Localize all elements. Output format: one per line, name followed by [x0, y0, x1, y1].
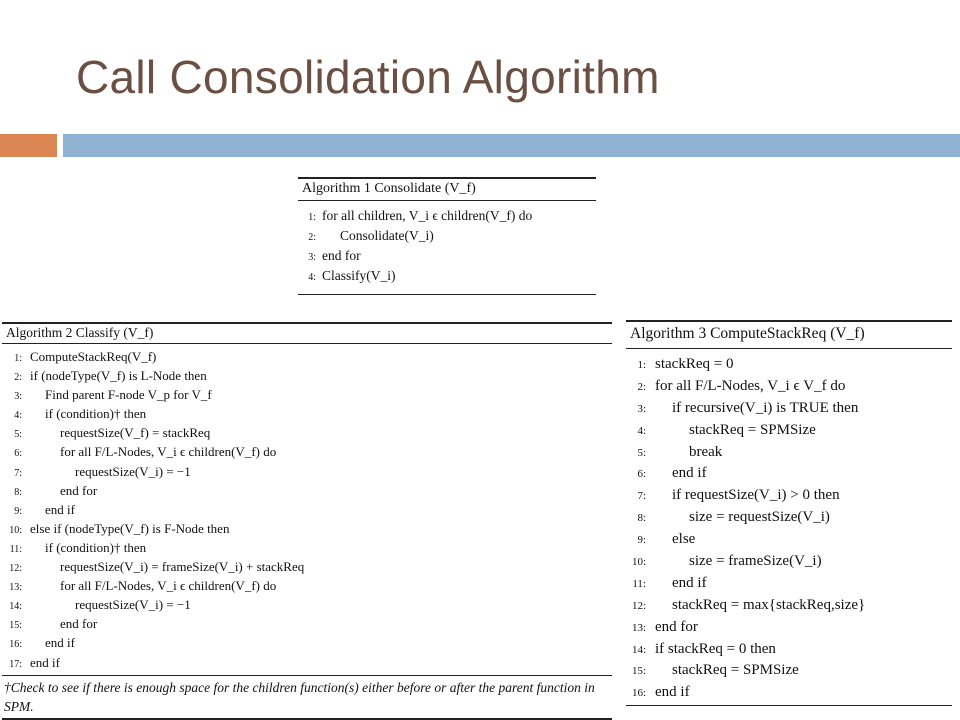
line-number: 2:	[308, 232, 316, 243]
line-text: Classify(V_i)	[322, 268, 396, 283]
algorithm-line	[2, 442, 612, 461]
line-number: 14:	[631, 643, 646, 656]
line-text: end if	[672, 465, 707, 482]
line-text: size = requestSize(V_i)	[689, 509, 830, 526]
algorithm-line	[2, 538, 612, 557]
line-number: 11:	[9, 543, 22, 555]
algorithm-3-caption: Algorithm 3 ComputeStackReq (V_f)	[626, 320, 952, 349]
line-number: 13:	[631, 621, 646, 634]
line-text: requestSize(V_f) = stackReq	[60, 425, 211, 441]
line-number: 9:	[637, 534, 646, 547]
line-number: 7:	[14, 467, 22, 479]
line-number: 10:	[9, 524, 22, 536]
line-number: 8:	[14, 486, 22, 498]
algorithm-line	[626, 484, 952, 506]
line-text: if (nodeType(V_f) is L-Node then	[30, 368, 207, 384]
algorithm-line	[626, 659, 952, 681]
line-number: 12:	[9, 563, 22, 575]
line-number: 17:	[9, 658, 22, 670]
line-number: 4:	[308, 272, 316, 283]
line-text: end if	[45, 635, 75, 651]
line-number: 3:	[637, 402, 646, 415]
algorithm-2-body	[2, 344, 612, 672]
line-number: 16:	[631, 687, 646, 700]
line-text: if recursive(V_i) is TRUE then	[672, 399, 859, 416]
algorithm-1-block	[298, 177, 596, 295]
algorithm-line	[626, 462, 952, 484]
algorithm-2-block	[2, 322, 612, 720]
line-text: Find parent F-node V_p for V_f	[45, 387, 212, 403]
line-text: end for	[60, 616, 98, 632]
algorithm-2-caption: Algorithm 2 Classify (V_f)	[2, 322, 612, 344]
algorithm-1-caption: Algorithm 1 Consolidate (V_f)	[298, 177, 596, 201]
algorithm-3-body	[626, 349, 952, 703]
line-text: requestSize(V_i) = −1	[75, 597, 191, 613]
line-text: ComputeStackReq(V_f)	[30, 349, 157, 364]
algorithm-line	[626, 616, 952, 638]
line-number: 10:	[631, 556, 646, 569]
line-text: end for	[60, 482, 98, 498]
line-text: end for	[322, 248, 361, 263]
line-number: 1:	[14, 353, 22, 364]
line-number: 3:	[308, 252, 316, 263]
algorithm-1-rule	[298, 294, 596, 295]
line-number: 1:	[637, 359, 646, 371]
line-text: break	[689, 443, 723, 460]
line-text: end for	[655, 618, 698, 635]
line-text: for all F/L-Nodes, V_i ϵ children(V_f) do	[60, 578, 277, 594]
line-number: 4:	[14, 410, 22, 422]
line-text: for all F/L-Nodes, V_i ϵ V_f do	[655, 377, 846, 394]
line-number: 14:	[9, 601, 22, 613]
line-text: size = frameSize(V_i)	[689, 553, 822, 570]
line-text: if (condition)† then	[45, 406, 147, 422]
line-text: else if (nodeType(V_f) is F-Node then	[30, 520, 230, 536]
algorithm-line	[2, 366, 612, 385]
algorithm-line	[2, 385, 612, 404]
line-text: stackReq = max{stackReq,size}	[672, 596, 866, 613]
line-number: 11:	[632, 577, 646, 590]
algorithm-line	[298, 206, 596, 226]
line-number: 9:	[14, 505, 22, 517]
line-number: 4:	[637, 424, 646, 437]
line-text: end if	[672, 574, 707, 591]
algorithm-line	[2, 500, 612, 519]
line-text: stackReq = SPMSize	[689, 421, 816, 438]
algorithm-line	[626, 550, 952, 572]
algorithm-line	[2, 347, 612, 366]
slide-title: Call Consolidation Algorithm	[76, 51, 660, 103]
line-text: for all F/L-Nodes, V_i ϵ children(V_f) do	[60, 444, 277, 460]
algorithm-line	[626, 638, 952, 660]
algorithm-1-body	[298, 201, 596, 292]
line-text: if requestSize(V_i) > 0 then	[672, 487, 840, 504]
algorithm-line	[626, 419, 952, 441]
line-text: for all children, V_i ϵ children(V_f) do	[322, 208, 533, 223]
algorithm-line	[2, 557, 612, 576]
algorithm-line	[626, 528, 952, 550]
algorithm-line	[298, 266, 596, 286]
line-number: 8:	[637, 512, 646, 525]
line-number: 3:	[14, 391, 22, 403]
line-text: end if	[30, 654, 60, 670]
line-number: 15:	[9, 620, 22, 632]
algorithm-line	[2, 633, 612, 652]
line-text: if (condition)† then	[45, 539, 147, 555]
algorithm-3-rule	[626, 705, 952, 706]
line-text: else	[672, 531, 696, 548]
algorithm-line	[626, 353, 952, 375]
algorithm-line	[626, 506, 952, 528]
line-number: 2:	[14, 372, 22, 384]
line-number: 2:	[637, 380, 646, 393]
algorithm-line	[2, 653, 612, 672]
algorithm-line	[626, 681, 952, 703]
line-text: stackReq = 0	[655, 356, 734, 372]
accent-bar-orange	[0, 134, 57, 157]
accent-bar-blue	[63, 134, 960, 157]
line-number: 15:	[631, 665, 646, 678]
line-number: 6:	[637, 468, 646, 481]
line-number: 6:	[14, 448, 22, 460]
line-text: if stackReq = 0 then	[655, 640, 776, 657]
algorithm-line	[2, 462, 612, 481]
algorithm-line	[2, 519, 612, 538]
line-number: 13:	[9, 582, 22, 594]
line-text: stackReq = SPMSize	[672, 662, 799, 679]
line-number: 5:	[14, 429, 22, 441]
algorithm-line	[626, 375, 952, 397]
line-number: 16:	[9, 639, 22, 651]
line-number: 12:	[631, 599, 646, 612]
line-number: 7:	[637, 490, 646, 503]
line-text: Consolidate(V_i)	[340, 228, 434, 243]
line-number: 1:	[308, 212, 316, 223]
algorithm-line	[298, 226, 596, 246]
algorithm-line	[2, 614, 612, 633]
algorithm-line	[2, 423, 612, 442]
line-text: end if	[45, 501, 75, 517]
algorithm-line	[626, 572, 952, 594]
algorithm-line	[626, 397, 952, 419]
algorithm-line	[626, 594, 952, 616]
line-text: requestSize(V_i) = frameSize(V_i) + stackReq	[60, 559, 305, 575]
algorithm-2-footnote: †Check to see if there is enough space for the children function(s) either before or after the parent function in SPM.	[2, 675, 612, 720]
line-number: 5:	[637, 446, 646, 459]
algorithm-3-block	[626, 320, 952, 706]
algorithm-line	[298, 246, 596, 266]
line-text: requestSize(V_i) = −1	[75, 463, 191, 479]
algorithm-line	[2, 404, 612, 423]
algorithm-line	[626, 441, 952, 463]
algorithm-line	[2, 595, 612, 614]
algorithm-line	[2, 481, 612, 500]
algorithm-line	[2, 576, 612, 595]
line-text: end if	[655, 684, 690, 701]
